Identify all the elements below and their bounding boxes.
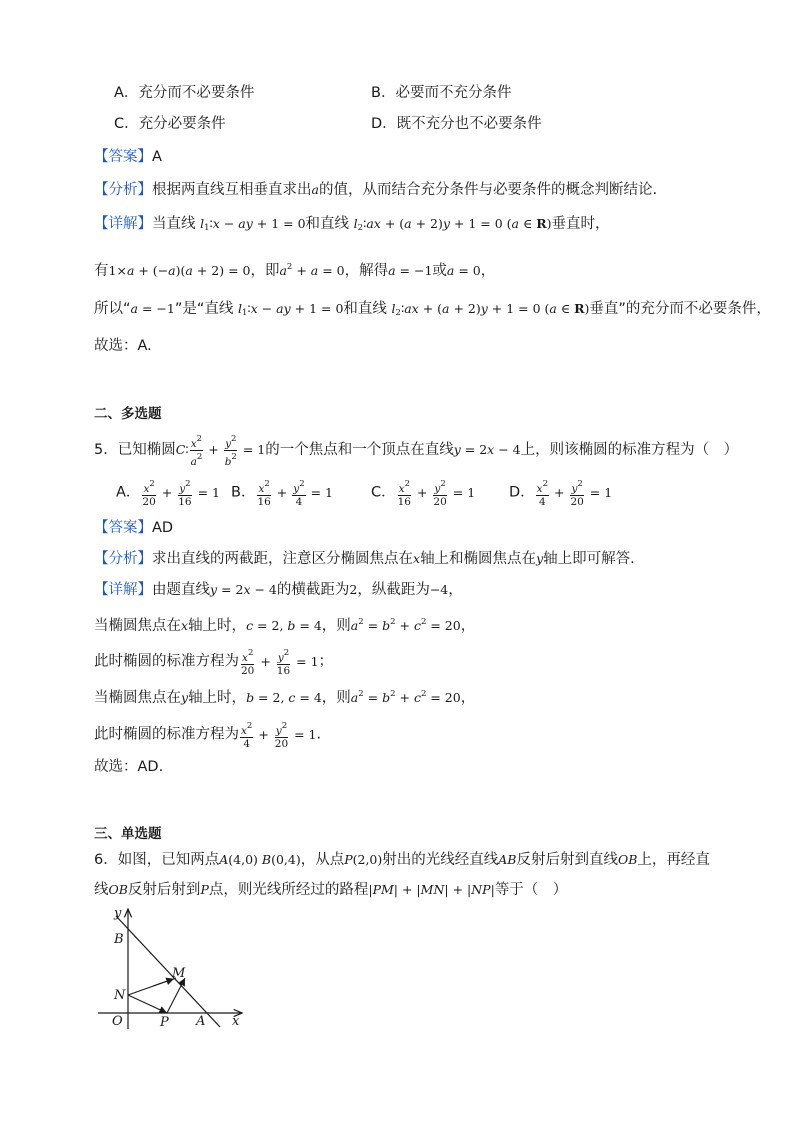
analysis-tag: 【分析】 [94,182,152,198]
stem-text: 5．已知椭圆 [94,442,176,458]
label-n: N [114,988,126,1003]
detail-text: ，解得 [344,263,389,279]
stem-text: 点，则光线所经过的路程 [208,882,369,898]
ray-np [128,995,167,1013]
q5-answer [94,518,173,538]
detail-text: 此时椭圆的标准方程为 [94,726,239,743]
detail-text: ， [460,690,476,706]
q4-option-c: C．充分必要条件 [114,116,226,132]
option-formula: $\frac{x^2}{20}$ + $\frac{y^2}{16}$ = 1 [142,479,220,508]
math-eq: $a^2 = b^2 + c^2 = 20$ [350,689,461,705]
stem-text: 反射后射到 [127,882,201,898]
detail-text: ”是“直线 [174,301,234,317]
detail-text: 有 [94,263,109,279]
math-sol2: a = 0 [446,263,481,278]
q5-analysis [94,549,635,569]
detail-text: 轴上时， [188,618,247,634]
q5-option-d [509,478,612,508]
section-title-single: 三、单选题 [94,826,162,842]
detail-text: 垂直时， [551,216,610,232]
detail-text: 当直线 [152,216,196,232]
q4-choose: 故选：A. [94,338,152,354]
ray-pm [167,978,185,1013]
detail-text: 垂直”的充分而不必要条件， [589,301,771,317]
math-values: b = 2, c = 4 [246,690,322,705]
math-line: y = 2x − 4 [453,442,521,457]
detail-text: 轴上时， [188,690,247,706]
q5-option-a [116,478,220,508]
q5-detail-line3 [94,647,333,677]
math-values: c = 2, b = 4 [246,618,322,633]
option-label: C． [371,484,396,501]
detail-text: ，即 [250,263,280,279]
section-title-multi: 二、多选题 [94,406,162,422]
answer-tag: 【答案】 [94,149,152,165]
math-seg: OB [108,882,128,897]
detail-text: ，纵截距为 [357,582,430,598]
math-cond: a = −1 [130,301,175,316]
math-line-l1: $l_1∶x$ − ay + 1 = 0 [200,216,306,233]
analysis-text: 根据两直线互相垂直求出 [152,182,312,198]
q4-option-a: A．充分而不必要条件 [114,85,255,101]
answer-tag: 【答案】 [94,520,152,536]
stem-text: 等于（ ） [494,882,568,898]
option-label: B． [231,484,256,501]
analysis-tag: 【分析】 [94,551,152,567]
math-eq1: 1×a + (−a)(a + 2) = 0 [108,263,251,278]
var-a: a [311,182,319,197]
q5-detail-line4 [94,684,475,708]
stem-text: 上，则该椭圆的标准方程为（ ） [520,442,739,458]
math-eq: $a^2 = b^2 + c^2 = 20$ [350,617,461,633]
stem-text: ，从点 [300,852,345,868]
label-y: y [114,906,122,921]
label-a: A [196,1014,206,1029]
stem-text: 上，再经直 [637,852,710,868]
detail-text: 和直线 [305,216,350,232]
q5-detail-line1 [94,580,463,600]
detail-text: 所以“ [94,301,131,317]
label-x: x [232,1014,240,1029]
option-label: D． [509,484,535,501]
q4-detail-line3 [94,299,771,323]
detail-text: . [316,726,322,743]
detail-text: 的横截距为 [276,582,350,598]
var-y: y [536,551,544,566]
detail-text: 当椭圆焦点在 [94,690,181,706]
stem-text: 6．如图，已知两点 [94,852,220,868]
detail-text: 或 [432,263,447,279]
math-line-l2: $l_2∶ax + (a + 2)y + 1 = 0$ (a ∈ R) [353,216,552,233]
stem-text: 反射后射到直线 [516,852,618,868]
math-value: 2 [349,582,358,597]
q6-stem-line2 [94,880,567,900]
option-formula: $\frac{x^2}{4}$ + $\frac{y^2}{20}$ = 1 [536,479,613,508]
var-x: x [181,618,189,633]
stem-text: 的一个焦点和一个顶点在直线 [265,442,454,458]
analysis-text: 的值，从而结合充分条件与必要条件的概念判断结论. [318,182,658,198]
math-value: −4 [429,582,449,597]
math-result: $\frac{x^2}{20}$ + $\frac{y^2}{16}$ = 1 [241,648,319,677]
option-formula: $\frac{x^2}{16}$ + $\frac{y^2}{20}$ = 1 [397,479,476,508]
stem-text: 线 [94,882,109,898]
math-sol1: a = −1 [388,263,433,278]
detail-text: ； [318,653,334,670]
math-point: P [200,882,209,897]
q5-detail-line2 [94,612,475,636]
q4-detail-line2 [94,257,495,281]
var-x: x [413,551,421,566]
detail-text: ， [448,582,463,598]
q5-detail-line5 [94,720,321,750]
detail-text: 此时椭圆的标准方程为 [94,653,239,670]
math-line-l1: $l_1∶x$ − ay + 1 = 0 [237,301,344,318]
detail-text: ， [480,263,496,279]
answer-value: AD [152,520,174,536]
q4-detail-line1 [94,214,609,238]
detail-text: ，则 [321,690,351,706]
math-ellipse: C∶ $\frac{x^2}{a^2}$ + $\frac{y^2}{b^2}$ = 1 [175,434,266,468]
math-points: A(4,0) B(0,4) [219,852,301,867]
ray-mn-head [153,979,174,986]
math-eq2: $a^2 + a = 0$ [279,262,345,278]
math-line: y = 2x − 4 [210,582,277,597]
stem-text: 射出的光线经直线 [382,852,499,868]
label-p: P [160,1015,169,1030]
analysis-text: 轴上和椭圆焦点在 [420,551,537,567]
detail-text: 和直线 [343,301,387,317]
q4-answer [94,147,162,167]
var-y: y [181,690,189,705]
q5-choose: 故选：AD. [94,759,164,775]
q4-option-d: D．既不充分也不必要条件 [371,116,542,132]
q6-stem-line1 [94,850,710,870]
detail-text: ，则 [321,618,351,634]
q5-option-c [371,478,475,508]
math-point: P(2,0) [344,852,383,867]
label-o: O [112,1014,123,1029]
math-seg: OB [617,852,638,867]
detail-tag: 【详解】 [94,582,152,598]
detail-text: ， [460,618,476,634]
answer-value: A [152,149,162,165]
q4-analysis [94,180,657,200]
detail-tag: 【详解】 [94,216,152,232]
q5-option-b [231,478,333,508]
detail-text: 由题直线 [152,582,210,598]
math-seg: AB [498,852,517,867]
q6-figure [94,903,259,1033]
label-b: B [114,932,124,947]
detail-text: 当椭圆焦点在 [94,618,181,634]
q4-option-b: B．必要而不充分条件 [371,85,512,101]
label-m: M [172,966,186,981]
analysis-text: 轴上即可解答. [543,551,635,567]
analysis-text: 求出直线的两截距，注意区分椭圆焦点在 [152,551,413,567]
math-line-l2: $l_2∶ax + (a + 2)y + 1 = 0$ (a ∈ R) [391,301,590,318]
math-result: $\frac{x^2}{4}$ + $\frac{y^2}{20}$ = 1 [241,721,317,750]
math-path: |PM| + |MN| + |NP| [368,882,495,897]
option-label: A． [116,484,141,501]
option-formula: $\frac{x^2}{16}$ + $\frac{y^2}{4}$ = 1 [257,479,333,508]
q5-stem [94,433,738,468]
